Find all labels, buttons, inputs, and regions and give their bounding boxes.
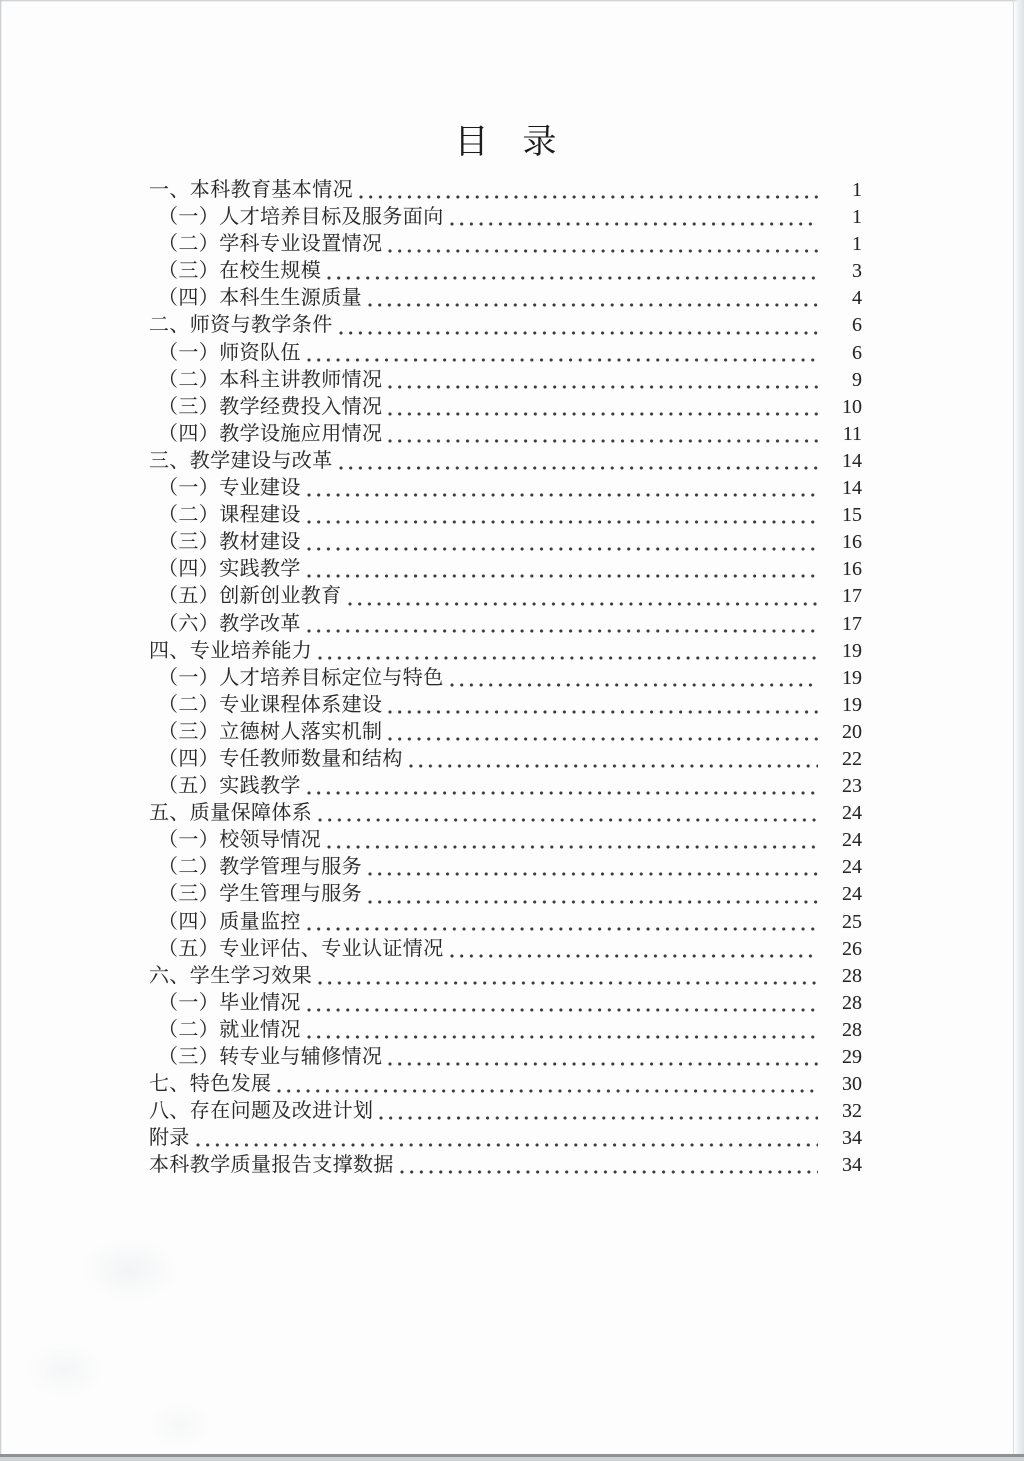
scan-edge-left — [0, 0, 2, 1461]
toc-entry[interactable] — [149, 1098, 862, 1125]
toc-entry-label: （三）立德树人落实机制 — [158, 720, 383, 743]
toc-entry-label: 本科教学质量报告支撑数据 — [149, 1154, 394, 1177]
toc-entry-label: （二）本科主讲教师情况 — [158, 368, 383, 391]
toc-entry[interactable] — [149, 800, 862, 827]
toc-entry[interactable] — [149, 367, 862, 394]
toc-dot-leader — [450, 222, 818, 226]
toc-entry-label: （三）转专业与辅修情况 — [158, 1046, 383, 1068]
toc-entry-label: （一）校领导情况 — [158, 829, 322, 852]
toc-entry[interactable] — [149, 285, 862, 312]
toc-entry-label: 八、存在问题及改进计划 — [149, 1100, 374, 1123]
toc-dot-leader — [388, 249, 818, 253]
toc-dot-leader — [307, 358, 818, 362]
toc-entry-label: 七、特色发展 — [149, 1073, 272, 1096]
toc-entry-label: 五、质量保障体系 — [149, 802, 313, 825]
toc-entry-page-number: 22 — [842, 747, 862, 770]
toc-dot-leader — [368, 900, 818, 904]
toc-dot-leader — [318, 818, 818, 822]
toc-entry[interactable] — [149, 1017, 862, 1044]
toc-dot-leader — [400, 1170, 818, 1174]
toc-dot-leader — [388, 385, 818, 389]
toc-entry-page-number: 19 — [842, 666, 862, 689]
toc-dot-leader — [388, 439, 818, 443]
toc-entry-label: （三）在校生规模 — [158, 260, 322, 283]
toc-dot-leader — [368, 303, 818, 307]
toc-dot-leader — [307, 520, 818, 524]
toc-dot-leader — [318, 981, 818, 985]
toc-entry[interactable] — [149, 1044, 862, 1071]
toc-entry[interactable] — [149, 909, 862, 936]
toc-entry-page-number: 26 — [842, 937, 862, 960]
toc-entry-page-number: 17 — [842, 585, 862, 608]
toc-entry-page-number: 6 — [852, 314, 862, 337]
toc-entry-page-number: 16 — [842, 531, 862, 554]
toc-entry-page-number: 34 — [842, 1154, 862, 1177]
toc-entry-label: （三）教学经费投入情况 — [158, 395, 383, 418]
toc-entry-page-number: 14 — [842, 449, 862, 472]
toc-dot-leader — [409, 764, 818, 768]
toc-entry-label: （四）专任教师数量和结构 — [158, 747, 403, 770]
toc-dot-leader — [339, 331, 818, 335]
toc-entry[interactable] — [149, 231, 862, 258]
toc-entry-page-number: 23 — [842, 775, 862, 798]
toc-entry[interactable] — [149, 1152, 862, 1179]
toc-entry-page-number: 28 — [842, 991, 862, 1014]
toc-entry-page-number: 1 — [852, 179, 862, 201]
toc-dot-leader — [196, 1143, 818, 1147]
toc-entry-label: （二）就业情况 — [158, 1018, 301, 1041]
toc-dot-leader — [307, 1008, 818, 1012]
toc-entry-label: （五）创新创业教育 — [158, 585, 342, 608]
toc-dot-leader — [388, 412, 818, 416]
toc-dot-leader — [307, 547, 818, 551]
table-of-contents — [149, 122, 862, 1179]
toc-dot-leader — [307, 574, 818, 578]
toc-entry[interactable] — [149, 177, 862, 204]
toc-dot-leader — [348, 602, 818, 606]
toc-entry-label: 三、教学建设与改革 — [149, 449, 333, 472]
toc-dot-leader — [359, 195, 818, 199]
toc-entry-page-number: 6 — [852, 341, 862, 364]
toc-entry[interactable] — [149, 394, 862, 421]
toc-entry[interactable] — [149, 719, 862, 746]
toc-entry-page-number: 29 — [842, 1046, 862, 1068]
toc-dot-leader — [339, 466, 818, 470]
toc-dot-leader — [307, 791, 818, 795]
toc-entry-label: （六）教学改革 — [158, 612, 301, 635]
toc-entry-page-number: 10 — [842, 395, 862, 418]
toc-entry-label: （三）学生管理与服务 — [158, 883, 362, 906]
toc-dot-leader — [327, 276, 818, 280]
scan-edge-right — [1013, 0, 1024, 1461]
toc-entry[interactable] — [149, 340, 862, 367]
toc-entry[interactable] — [149, 312, 862, 339]
toc-entry[interactable] — [149, 529, 862, 556]
toc-entry-page-number: 3 — [852, 260, 862, 283]
toc-entry-label: 附录 — [149, 1127, 190, 1150]
toc-entry-label: （五）实践教学 — [158, 775, 301, 798]
toc-entry-label: （一）专业建设 — [158, 477, 301, 500]
toc-entry-label: 四、专业培养能力 — [149, 639, 313, 662]
toc-entry-page-number: 11 — [842, 422, 862, 445]
toc-entry-page-number: 1 — [852, 206, 862, 229]
toc-dot-leader — [307, 493, 818, 497]
toc-dot-leader — [388, 710, 818, 714]
toc-entry-page-number: 24 — [842, 802, 862, 825]
toc-dot-leader — [327, 845, 818, 849]
toc-entry[interactable] — [149, 475, 862, 502]
toc-entry-page-number: 28 — [842, 1018, 862, 1041]
toc-entry-page-number: 32 — [842, 1100, 862, 1123]
toc-entry-page-number: 24 — [842, 883, 862, 906]
toc-entry[interactable] — [149, 638, 862, 665]
toc-entry[interactable] — [149, 773, 862, 800]
toc-entry[interactable] — [149, 881, 862, 908]
toc-entry-page-number: 17 — [842, 612, 862, 635]
toc-entry-label: （一）人才培养目标及服务面向 — [158, 206, 444, 229]
toc-entry-label: （一）人才培养目标定位与特色 — [158, 666, 444, 689]
toc-entry-label: （一）毕业情况 — [158, 991, 301, 1014]
toc-entry[interactable] — [149, 854, 862, 881]
toc-title: 目 录 — [454, 124, 557, 161]
toc-entry[interactable] — [149, 936, 862, 963]
toc-entry-page-number: 24 — [842, 829, 862, 852]
toc-entry-label: 一、本科教育基本情况 — [149, 179, 353, 201]
toc-entry[interactable] — [149, 258, 862, 285]
toc-entry[interactable] — [149, 448, 862, 475]
scan-edge-top — [0, 0, 1024, 2]
toc-entry[interactable] — [149, 746, 862, 773]
toc-list — [149, 177, 862, 1179]
toc-entry[interactable] — [149, 963, 862, 990]
toc-entry-label: （五）专业评估、专业认证情况 — [158, 937, 444, 960]
toc-entry-label: （一）师资队伍 — [158, 341, 301, 364]
toc-entry[interactable] — [149, 204, 862, 231]
toc-dot-leader — [277, 1089, 818, 1093]
toc-dot-leader — [379, 1116, 818, 1120]
toc-entry-page-number: 15 — [842, 504, 862, 527]
toc-entry-page-number: 1 — [852, 233, 862, 256]
toc-entry-page-number: 20 — [842, 720, 862, 743]
toc-entry-label: （三）教材建设 — [158, 531, 301, 554]
toc-entry[interactable] — [149, 692, 862, 719]
toc-dot-leader — [450, 683, 818, 687]
scan-smudges — [0, 1180, 340, 1461]
toc-dot-leader — [307, 1035, 818, 1039]
toc-entry-page-number: 19 — [842, 639, 862, 662]
toc-entry-label: （二）专业课程体系建设 — [158, 693, 383, 716]
toc-dot-leader — [318, 656, 818, 660]
toc-dot-leader — [307, 927, 818, 931]
toc-entry-label: （四）教学设施应用情况 — [158, 422, 383, 445]
toc-entry-page-number: 25 — [842, 910, 862, 933]
toc-entry[interactable] — [149, 990, 862, 1017]
toc-entry-page-number: 14 — [842, 477, 862, 500]
toc-entry-label: （四）实践教学 — [158, 558, 301, 581]
toc-entry-label: 六、学生学习效果 — [149, 964, 313, 987]
toc-entry-page-number: 28 — [842, 964, 862, 987]
toc-entry-page-number: 19 — [842, 693, 862, 716]
toc-entry-page-number: 30 — [842, 1073, 862, 1096]
toc-entry-label: （二）学科专业设置情况 — [158, 233, 383, 256]
toc-entry[interactable] — [149, 556, 862, 583]
toc-dot-leader — [307, 629, 818, 633]
toc-entry-label: （四）本科生生源质量 — [158, 287, 362, 310]
toc-entry[interactable] — [149, 1125, 862, 1152]
toc-entry-page-number: 9 — [852, 368, 862, 391]
toc-entry[interactable] — [149, 421, 862, 448]
toc-dot-leader — [388, 1062, 818, 1066]
toc-entry-page-number: 34 — [842, 1127, 862, 1150]
toc-dot-leader — [388, 737, 818, 741]
toc-entry-page-number: 4 — [852, 287, 862, 310]
toc-entry[interactable] — [149, 502, 862, 529]
toc-entry-page-number: 24 — [842, 856, 862, 879]
toc-entry-label: （二）教学管理与服务 — [158, 856, 362, 879]
toc-entry-page-number: 16 — [842, 558, 862, 581]
toc-entry[interactable] — [149, 827, 862, 854]
toc-entry-label: （四）质量监控 — [158, 910, 301, 933]
toc-entry[interactable] — [149, 583, 862, 610]
toc-entry[interactable] — [149, 1071, 862, 1098]
toc-dot-leader — [450, 954, 818, 958]
toc-dot-leader — [368, 872, 818, 876]
toc-entry-label: （二）课程建设 — [158, 504, 301, 527]
toc-entry[interactable] — [149, 611, 862, 638]
toc-entry-label: 二、师资与教学条件 — [149, 314, 333, 337]
scan-edge-bottom — [0, 1454, 1024, 1461]
toc-entry[interactable] — [149, 665, 862, 692]
